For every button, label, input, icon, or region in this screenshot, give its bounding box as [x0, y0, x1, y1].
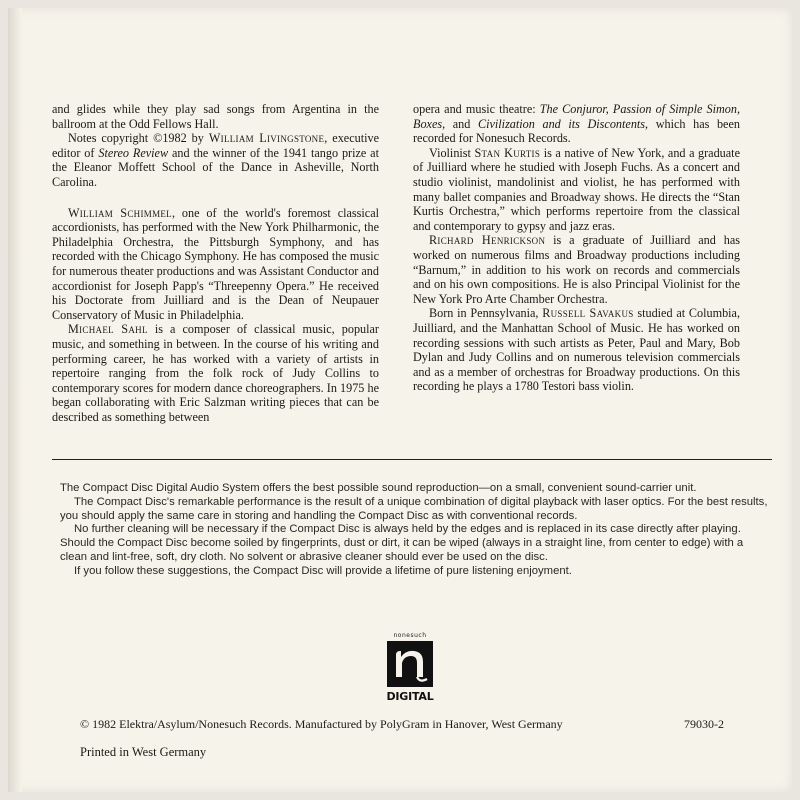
printed-in-line: Printed in West Germany	[80, 745, 207, 759]
logo-top-text: nonesuch	[393, 632, 427, 639]
continued-paragraph: and glides while they play sad songs from Argentina in the ballroom at the Odd Fellows Hall.	[52, 102, 379, 131]
bio-kurtis: Violinist Stan Kurtis is a native of New York, and a graduate of Juilliard where he studied with Joseph Fuchs. As a concert and studio violinist, mandolinist and violist, he has performed with many ballet companies and Broadway shows. He directs the “Stan Kurtis Orchestra,” which performs repertoire from the classical and contemporary to gypsy and jazz eras.	[413, 145, 740, 233]
catalog-number: 79030-2	[684, 717, 724, 731]
artist-name: Russell Savakus	[542, 306, 634, 321]
copyright-line: © 1982 Elektra/Asylum/Nonesuch Records. Manufactured by PolyGram in Hanover, West Germany	[80, 717, 563, 731]
continued-sahl-paragraph: opera and music theatre: The Conjuror, Passion of Simple Simon, Boxes, and Civilization and its Discontents, which has been recorded for Nonesuch Records.	[413, 102, 740, 146]
artist-name: William Schimmel	[68, 205, 172, 220]
artist-name: Stan Kurtis	[474, 145, 541, 160]
cd-paragraph: The Compact Disc's remarkable performance is the result of a unique combination of digital playback with laser optics. For the best results, you should apply the same care in storing and handling the Compact Disc as with conventional records.	[60, 495, 768, 522]
booklet-page	[8, 8, 792, 792]
right-column	[413, 102, 740, 394]
cd-paragraph: If you follow these suggestions, the Compact Disc will provide a lifetime of pure listening enjoyment.	[74, 564, 572, 577]
page-fold	[8, 8, 22, 792]
section-divider	[52, 459, 772, 460]
bio-savakus: Born in Pennsylvania, Russell Savakus studied at Columbia, Juilliard, and the Manhattan School of Music. He has worked on recording sessions with such artists as Peter, Paul and Mary, Bob Dylan and Judy Collins and on numerous television commercials and as a member of orchestras for Broadway productions. On this recording he plays a 1780 Testori bass violin.	[413, 306, 741, 394]
nonesuch-digital-logo	[386, 632, 434, 704]
works-title: The Conjuror, Passion of Simple Simon, Boxes,	[413, 102, 740, 131]
notes-copyright-paragraph: Notes copyright ©1982 by William Livingstone, executive editor of Stereo Review and the winner of the 1941 tango prize at the Eleanor Moffett School of the Dance in Asheville, North Carolina.	[52, 131, 379, 189]
bio-schimmel: William Schimmel, one of the world's foremost classical accordionists, has performed with the New York Philharmonic, the Philadelphia Orchestra, the Pittsburgh Symphony, and has recorded with the Chicago Symphony. He has composed the music for numerous theater productions and was Assistant Conductor and accordionist for Joseph Papp's “Threepenny Opera.” He received his Doctorate from Juilliard and is the Dean of Neupauer Conservatory of Music in Philadelphia.	[52, 205, 379, 322]
cd-paragraph: No further cleaning will be necessary if the Compact Disc is always held by the edges and is replaced in its case directly after playing. Should the Compact Disc become soiled by fingerprints, dust or dirt, it can be wiped (always in a straight line, from center to edge) with a clean and lint-free, soft, dry cloth. No solvent or abrasive cleaner should ever be used on the disc.	[60, 523, 744, 563]
artist-name: Michael Sahl	[68, 322, 148, 337]
nonesuch-n-icon	[387, 641, 433, 687]
bio-henrickson: Richard Henrickson is a graduate of Juilliard and has worked on numerous films and Broadway productions including “Barnum,” in addition to his work on records and commercials and on his own compositions. He is also Principal Violinist for the New York Pro Arte Chamber Orchestra.	[413, 233, 740, 306]
compact-disc-notice	[60, 482, 772, 579]
left-column	[52, 102, 379, 424]
artist-name: Richard Henrickson	[429, 233, 546, 248]
magazine-title: Stereo Review	[98, 145, 169, 160]
cd-paragraph: The Compact Disc Digital Audio System offers the best possible sound reproduction—on a small, convenient sound-carrier unit.	[60, 482, 697, 494]
author-name: William Livingstone	[208, 131, 325, 146]
digital-wordmark: DIGITAL	[386, 690, 434, 703]
bio-sahl: Michael Sahl is a composer of classical music, popular music, and something in between. In the course of his writing and performing career, he has worked with a variety of artists in repertoire ranging from the folk rock of Judy Collins to contemporary scores for modern dance choreographers. In 1975 he began collaborating with Eric Salzman writing pieces that can be described as something between	[52, 322, 379, 424]
works-title: Civilization and its Discontents	[477, 116, 646, 131]
